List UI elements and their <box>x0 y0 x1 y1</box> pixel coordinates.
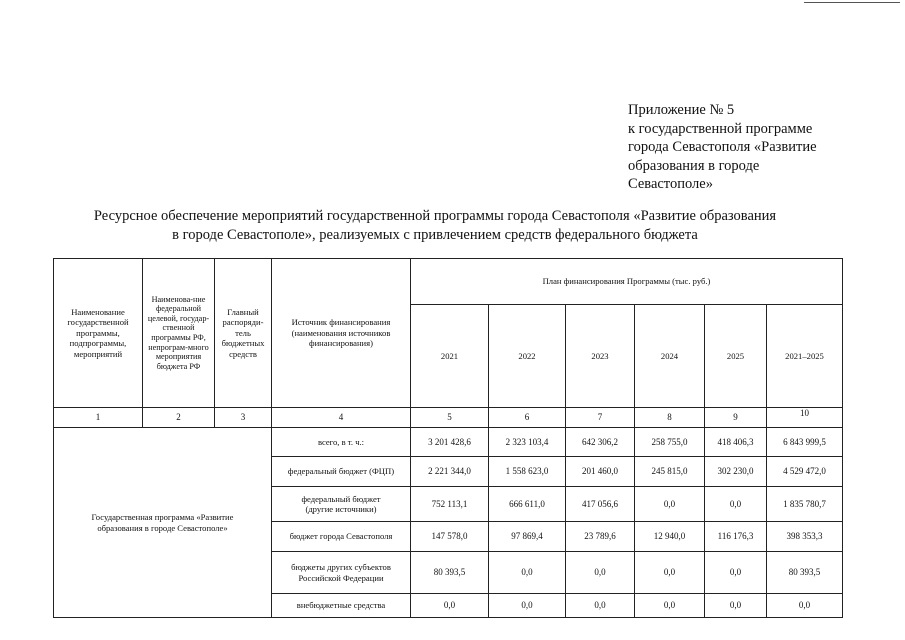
funding-source-cell: бюджет города Севастополя <box>272 522 411 552</box>
funding-source-cell: федеральный бюджет (другие источники) <box>272 487 411 522</box>
title-line-2: в городе Севастополе», реализуемых с привлечением средств федерального бюджета <box>172 227 698 243</box>
column-number: 6 <box>489 408 566 428</box>
header-year-total: 2021–2025 <box>767 305 843 408</box>
value-cell: 80 393,5 <box>411 552 489 594</box>
value-cell: 245 815,0 <box>635 457 705 487</box>
value-cell: 97 869,4 <box>489 522 566 552</box>
column-number: 9 <box>705 408 767 428</box>
appendix-line: Севастополе» <box>628 176 713 192</box>
value-cell: 12 940,0 <box>635 522 705 552</box>
header-funding-source: Источник финансирования (наименования источников финансирования) <box>272 259 411 408</box>
appendix-line: города Севастополя «Развитие <box>628 139 817 155</box>
header-year: 2025 <box>705 305 767 408</box>
funding-source-cell: всего, в т. ч.: <box>272 428 411 457</box>
header-year: 2022 <box>489 305 566 408</box>
header-year: 2023 <box>566 305 635 408</box>
column-number: 3 <box>215 408 272 428</box>
value-cell: 0,0 <box>489 594 566 618</box>
value-cell: 752 113,1 <box>411 487 489 522</box>
value-cell: 258 755,0 <box>635 428 705 457</box>
value-cell: 666 611,0 <box>489 487 566 522</box>
value-cell: 23 789,6 <box>566 522 635 552</box>
value-cell: 147 578,0 <box>411 522 489 552</box>
header-year: 2024 <box>635 305 705 408</box>
value-cell: 1 835 780,7 <box>767 487 843 522</box>
value-cell: 201 460,0 <box>566 457 635 487</box>
funding-source-cell: федеральный бюджет (ФЦП) <box>272 457 411 487</box>
table-row <box>54 428 843 457</box>
program-name-cell: Государственная программа «Развитие образования в городе Севастополе» <box>54 428 272 618</box>
value-cell: 0,0 <box>566 594 635 618</box>
value-cell: 2 221 344,0 <box>411 457 489 487</box>
appendix-line: Приложение № 5 <box>628 102 735 118</box>
value-cell: 116 176,3 <box>705 522 767 552</box>
column-number: 8 <box>635 408 705 428</box>
funding-source-cell: внебюджетные средства <box>272 594 411 618</box>
value-cell: 0,0 <box>705 552 767 594</box>
value-cell: 0,0 <box>489 552 566 594</box>
column-number: 4 <box>272 408 411 428</box>
value-cell: 3 201 428,6 <box>411 428 489 457</box>
column-number: 1 <box>54 408 143 428</box>
value-cell: 0,0 <box>635 487 705 522</box>
value-cell: 417 056,6 <box>566 487 635 522</box>
funding-source-cell: бюджеты других субъектов Российской Федерации <box>272 552 411 594</box>
title-line-1: Ресурсное обеспечение мероприятий государственной программы города Севастополя «Развитие образования <box>93 208 777 224</box>
value-cell: 418 406,3 <box>705 428 767 457</box>
header-financing-plan: План финансирования Программы (тыс. руб.) <box>411 259 843 305</box>
header-federal-program: Наименова-ние федеральной целевой, государ-ственной программы РФ, непрограм-много мероприятия бюджета РФ <box>143 259 215 408</box>
header-budget-manager: Главный распоряди-тель бюджетных средств <box>215 259 272 408</box>
value-cell: 0,0 <box>705 594 767 618</box>
corner-rule <box>804 2 900 3</box>
value-cell: 2 323 103,4 <box>489 428 566 457</box>
value-cell: 4 529 472,0 <box>767 457 843 487</box>
header-program-name: Наименование государственной программы, подпрограммы, мероприятий <box>54 259 143 408</box>
column-number: 10 <box>767 408 843 428</box>
appendix-line: образования в городе <box>628 157 760 174</box>
value-cell: 0,0 <box>705 487 767 522</box>
value-cell: 398 353,3 <box>767 522 843 552</box>
value-cell: 0,0 <box>566 552 635 594</box>
value-cell: 642 306,2 <box>566 428 635 457</box>
column-number: 5 <box>411 408 489 428</box>
header-year: 2021 <box>411 305 489 408</box>
value-cell: 302 230,0 <box>705 457 767 487</box>
appendix-header <box>628 101 898 194</box>
value-cell: 0,0 <box>635 594 705 618</box>
value-cell: 0,0 <box>635 552 705 594</box>
value-cell: 0,0 <box>411 594 489 618</box>
value-cell: 1 558 623,0 <box>489 457 566 487</box>
column-number: 7 <box>566 408 635 428</box>
value-cell: 80 393,5 <box>767 552 843 594</box>
value-cell: 6 843 999,5 <box>767 428 843 457</box>
document-title <box>40 207 830 245</box>
column-number: 2 <box>143 408 215 428</box>
appendix-line: к государственной программе <box>628 120 813 137</box>
resource-table <box>53 258 843 618</box>
value-cell: 0,0 <box>767 594 843 618</box>
